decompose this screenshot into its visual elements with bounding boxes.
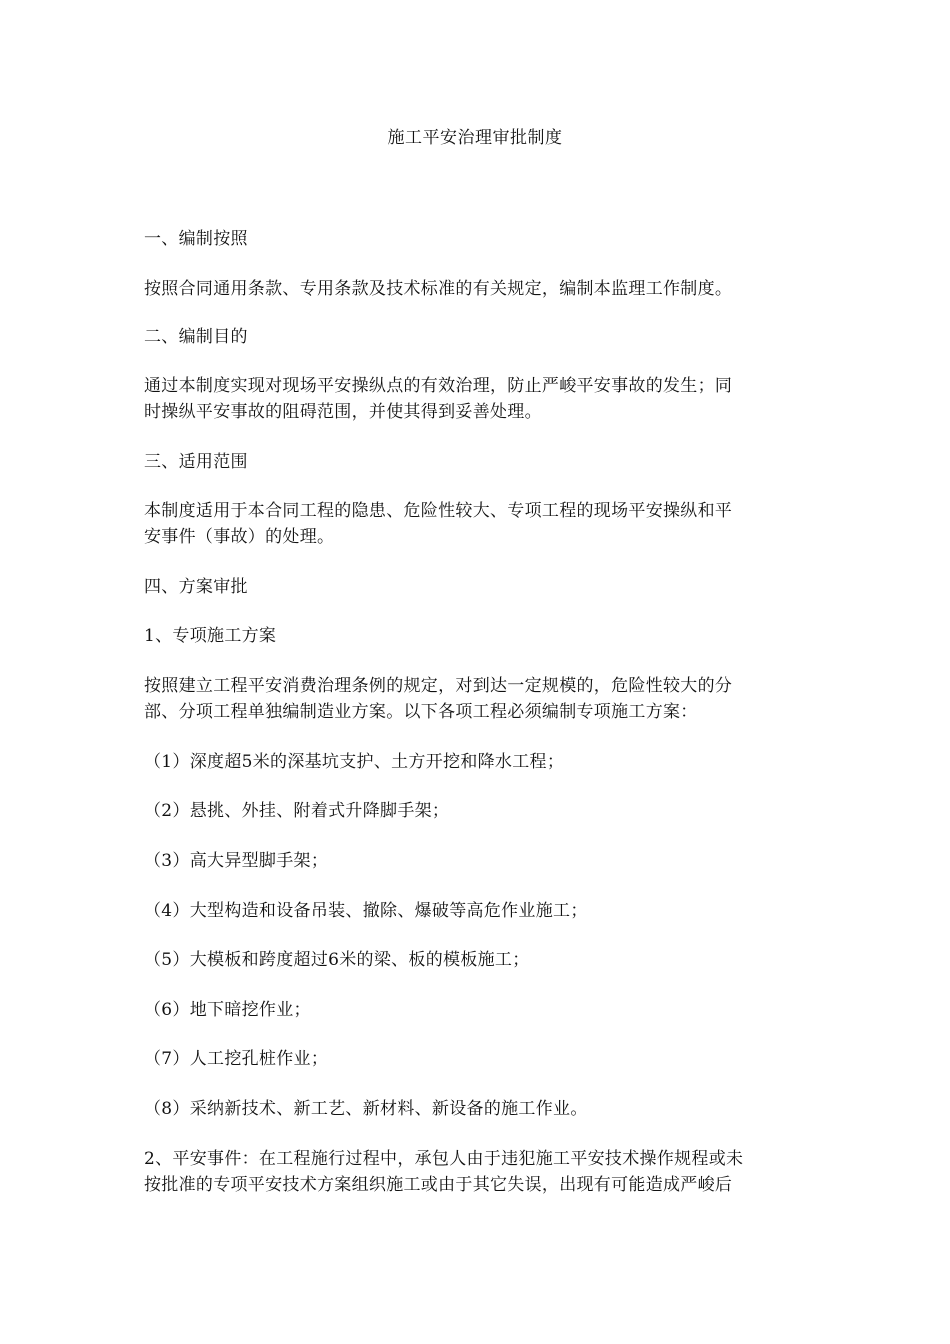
section-1-body: 按照合同通用条款、专用条款及技术标准的有关规定，编制本监理工作制度。 (144, 279, 733, 299)
list-item: （7）人工挖孔桩作业； (144, 1049, 329, 1069)
section-4-subheading-1: 1、专项施工方案 (144, 626, 277, 646)
section-3-body (144, 498, 810, 550)
section-3-heading: 三、适用范围 (144, 452, 248, 472)
list-item: （5）大模板和跨度超过6米的梁、板的模板施工； (144, 950, 530, 970)
section-4-heading: 四、方案审批 (144, 577, 248, 597)
section-1-heading: 一、编制按照 (144, 229, 248, 249)
list-item: （4）大型构造和设备吊装、撤除、爆破等高危作业施工； (144, 901, 588, 921)
list-item: （1）深度超5米的深基坑支护、土方开挖和降水工程； (144, 752, 565, 772)
section-3-body-line: 安事件（事故）的处理。 (144, 527, 335, 547)
section-4-sub2-body-line: 按批准的专项平安技术方案组织施工或由于其它失误，出现有可能造成严峻后 (144, 1175, 733, 1195)
list-item: （8）采纳新技术、新工艺、新材料、新设备的施工作业。 (144, 1099, 588, 1119)
section-2-body-line: 时操纵平安事故的阻碍范围，并使其得到妥善处理。 (144, 402, 542, 422)
section-4-sub2-body (144, 1146, 810, 1198)
section-4-sub2-body-line: 2、平安事件：在工程施行过程中，承包人由于违犯施工平安技术操作规程或未 (144, 1149, 744, 1169)
section-2-body-line: 通过本制度实现对现场平安操纵点的有效治理，防止严峻平安事故的发生；同 (144, 376, 733, 396)
section-4-sub1-body-line: 按照建立工程平安消费治理条例的规定，对到达一定规模的，危险性较大的分 (144, 676, 733, 696)
list-item: （6）地下暗挖作业； (144, 1000, 311, 1020)
list-item: （3）高大异型脚手架； (144, 851, 329, 871)
section-4-sub1-body (144, 673, 810, 725)
section-3-body-line: 本制度适用于本合同工程的隐患、危险性较大、专项工程的现场平安操纵和平 (144, 501, 733, 521)
list-item: （2）悬挑、外挂、附着式升降脚手架； (144, 801, 450, 821)
document-title: 施工平安治理审批制度 (387, 128, 563, 148)
section-2-heading: 二、编制目的 (144, 327, 248, 347)
section-2-body (144, 373, 810, 425)
section-4-sub1-body-line: 部、分项工程单独编制造业方案。以下各项工程必须编制专项施工方案： (144, 702, 698, 722)
